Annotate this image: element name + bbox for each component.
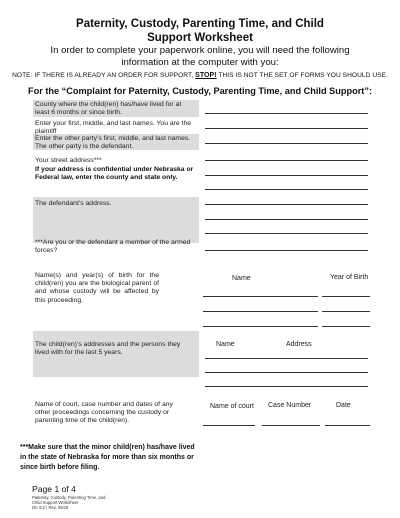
defendant-address-line-2[interactable] (205, 219, 368, 220)
col-case-number: Case Number (268, 402, 312, 409)
title-line-1: Paternity, Custody, Parenting Time, and Child (76, 18, 324, 30)
street-address-line-1[interactable] (205, 160, 368, 161)
child-address-line-1[interactable] (205, 358, 368, 359)
child-name-line-2[interactable] (203, 311, 318, 312)
page-number: Page 1 of 4 (32, 484, 76, 494)
intro-line-2: information at the computer with you: (121, 57, 279, 68)
defendant-address-label: The defendant’s address. (35, 200, 112, 207)
child-year-line-2[interactable] (322, 311, 370, 312)
street-address-label: Your street address*** (35, 157, 102, 164)
children-addresses-label: The child(ren)’s addresses and the persons they lived with for the last 5 years. (35, 341, 181, 357)
confidential-address-note (35, 166, 197, 182)
child-name-line-1[interactable] (203, 296, 318, 297)
county-answer-line[interactable] (205, 113, 368, 114)
armed-forces-answer-line[interactable] (205, 250, 368, 251)
intro-line-1: In order to complete your paperwork online, you will need the following (50, 45, 350, 56)
col-name-of-court: Name of court (210, 403, 254, 410)
child-address-line-3[interactable] (205, 386, 368, 387)
col-year-of-birth: Year of Birth (330, 274, 369, 281)
plaintiff-name-answer-line[interactable] (205, 128, 368, 129)
street-address-line-2[interactable] (205, 175, 368, 176)
form-id (32, 495, 152, 510)
defendant-name-label: Enter the other party’s first, middle, and last names. The other party is the defendant. (35, 135, 191, 151)
title-line-2: Support Worksheet (147, 32, 253, 44)
note-prefix: NOTE: IF THERE IS ALREADY AN ORDER FOR SUPPORT, (12, 72, 196, 79)
child-year-line-1[interactable] (322, 296, 370, 297)
form-line-2: Child Support Worksheet (32, 500, 79, 505)
note-suffix: THIS IS NOT THE SET OF FORMS YOU SHOULD USE. (216, 72, 388, 79)
court-cases-label: Name of court, case number and dates of any other proceedings concerning the custody or parenting time of the child(ren). (35, 401, 173, 425)
for-heading: For the “Complaint for Paternity, Custody, Parenting Time, and Child Support”: (27, 86, 373, 96)
defendant-address-line-1[interactable] (205, 204, 368, 205)
child-year-line-3[interactable] (322, 326, 370, 327)
order-note (0, 71, 400, 80)
case-number-line[interactable] (262, 425, 320, 426)
armed-forces-label: ***Are you or the defendant a member of the armed forces? (35, 239, 191, 255)
street-address-line-3[interactable] (205, 189, 368, 190)
col-date: Date (336, 402, 351, 409)
plaintiff-name-label: Enter your first, middle, and last names. You are the plaintiff (35, 120, 192, 136)
children-names-label: Name(s) and year(s) of birth for the child(ren) you are the biological parent of and whose custody will be affected by this proceeding. (35, 272, 159, 304)
form-line-3: DC 6:2 | Rev. 05/16 (32, 505, 69, 510)
case-date-line[interactable] (325, 425, 370, 426)
note-stop: STOP! (195, 72, 217, 79)
county-label: County where the child(ren) has/have lived for at least 6 months or since birth. (35, 101, 182, 117)
col-name-2: Name (216, 341, 235, 348)
defendant-name-answer-line[interactable] (205, 143, 368, 144)
residency-note-text: ***Make sure that the minor child(ren) has/have lived in the state of Nebraska for more than six months or since birth before filing. (20, 444, 195, 471)
col-address: Address (286, 341, 312, 348)
defendant-address-line-3[interactable] (205, 233, 368, 234)
child-address-line-2[interactable] (205, 372, 368, 373)
intro-text (0, 45, 400, 69)
col-name: Name (232, 275, 251, 282)
worksheet-title (0, 17, 400, 45)
court-name-line[interactable] (203, 425, 255, 426)
form-line-1: Paternity, Custody, Parenting Time, and (32, 495, 106, 500)
residency-note (20, 443, 200, 472)
child-name-line-3[interactable] (203, 326, 318, 327)
confidential-note-text: If your address is confidential under Nebraska or Federal law, enter the county and state only. (35, 166, 194, 182)
